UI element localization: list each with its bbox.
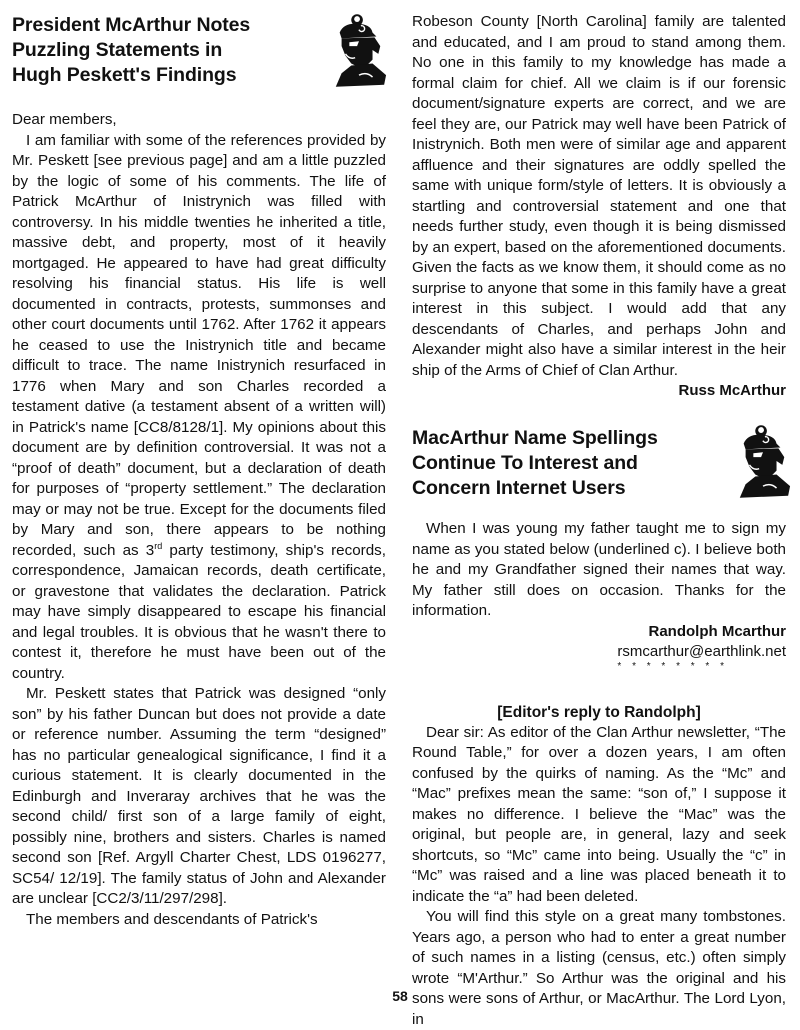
ordinal — [146, 542, 162, 559]
right-column — [412, 0, 786, 1030]
article1-title — [12, 13, 312, 88]
ordinal-suffix: rd — [154, 540, 162, 550]
article1-paragraph — [12, 131, 386, 685]
article2-title-line: MacArthur Name Spellings — [412, 427, 658, 449]
article1-header — [12, 0, 386, 110]
ordinal-number: 3 — [146, 542, 154, 559]
article2-letter — [412, 519, 786, 622]
article2-title-line: Concern Internet Users — [412, 477, 625, 499]
clan-chief-portrait-icon — [330, 10, 388, 90]
reply-paragraph: Dear sir: As editor of the Clan Arthur newsletter, “The Round Table,” for over a dozen years, I am often confused by the quirks of naming. As the “Mc” and “Mac” prefixes mean the same: “son of,” I suppose it makes no difference. I believe the “Mac” was the original, but people are, in general, lazy and seek shortcuts, so “Mc” came into being. Usually the “c” in “Mc” was raised and a line was placed beneath it to indicate the “a” had been deleted. — [412, 723, 786, 908]
article1-paragraph: The members and descendants of Patrick's — [12, 910, 386, 931]
article1-title-line: President McArthur Notes — [12, 14, 250, 36]
section-separator: * * * * * * * * — [412, 661, 728, 673]
article2-title-line: Continue To Interest and — [412, 452, 638, 474]
article2-signature: Randolph Mcarthur — [412, 622, 786, 642]
article1-continuation-paragraph: Robeson County [North Carolina] family are talented and educated, and I am proud to stand among them. No one in this family to my knowledge has made a formal claim for chief. All we claim is if our forensic document/signature experts are correct, and we are feel they are, our Patrick may well have been Patrick of Inistrynich. Both men were of similar age and apparent affluence and their signatures are oddly spelled the same with unique form/style of letters. It is obviously a startling and controversial statement and one that needs further study, even though it is being dismissed by an expert, based on the aforementioned documents. Given the facts as we know them, it should come as no surprise to anyone that some in this family have a great interest in this subject. I would add that any descendants of Charles, and perhaps John and Alexander might also have a similar interest in the heir ship of the Arms of Chief of Clan Arthur. — [412, 12, 786, 381]
article1-title-line: Puzzling Statements in — [12, 39, 222, 61]
letter-paragraph: When I was young my father taught me to sign my name as you stated below (underlined c). I believe both he and my Grandfather signed their names that way. My father still does on occasion. Thanks for the information. — [412, 519, 786, 622]
article1-signature: Russ McArthur — [412, 381, 786, 401]
article1-body — [12, 110, 386, 930]
paragraph-text: party testimony, ship's records, correspondence, Jamaican records, death certificate, or gravestone that validates the declaration. Patrick may have simply disappeared to escape his financial and legal troubles. It is obvious that he wasn't there to contest it, therefore he must have been out of the country. — [12, 542, 386, 682]
author-email: rsmcarthur@earthlink.net — [412, 642, 786, 661]
article1-continuation — [412, 12, 786, 381]
article2-title — [412, 426, 712, 501]
clan-chief-portrait-icon — [734, 421, 792, 501]
article1-title-line: Hugh Peskett's Findings — [12, 64, 236, 86]
page-number: 58 — [0, 988, 800, 1004]
editor-reply-heading: [Editor's reply to Randolph] — [412, 703, 786, 723]
article2-header — [412, 413, 786, 519]
editor-reply-body — [412, 723, 786, 1030]
article1-paragraph: Mr. Peskett states that Patrick was designed “only son” by his father Duncan but does not provide a date or reference number. Assuming the term “designed” has no particular genealogical significance, I find it a curious statement. It is clearly documented in the Edinburgh and Inveraray archives that he was the second child/ first son of a large family of eight, possibly nine, brothers and sisters. Charles is named second son [Ref. Argyll Charter Chest, LDS 0196277, SC54/ 12/19]. The family status of John and Alexander are unclear [CC2/3/11/297/298]. — [12, 684, 386, 910]
reply-paragraph: You will find this style on a great many tombstones. Years ago, a person who had to enter a great number of such names in a listing (census, etc.) often simply wrote “M'Arthur.” So Arthur was the original and his sons were sons of Arthur, or MacArthur. The Lord Lyon, in — [412, 907, 786, 1030]
paragraph-text: I am familiar with some of the references provided by Mr. Peskett [see previous page] and am a little puzzled by the logic of some of his comments. The life of Patrick McArthur of Inistrynich was filled with controversy. In his middle twenties he inherited a title, massive debt, and property, most of it heavily mortgaged. He appeared to have had great difficulty resolving his financial status. His life is well documented in contracts, protests, summonses and other court documents until 1762. After 1762 it appears he ceased to use the Inistrynich title and became difficult to trace. The name Inistrynich resurfaced in 1776 when Mary and son Charles recorded a testament dative (a testament absent of a written will) in Patrick's name [CC8/8128/1]. My opinions about this document are by definition controversial. It was not a “proof of death” document, but a declaration of death for purposes of “property settlement.” The declaration may or may not be true. Except for the documents filed by Mary and son, there appears to be nothing recorded, such as — [12, 132, 386, 559]
salutation: Dear members, — [12, 110, 386, 131]
left-column — [12, 0, 386, 930]
